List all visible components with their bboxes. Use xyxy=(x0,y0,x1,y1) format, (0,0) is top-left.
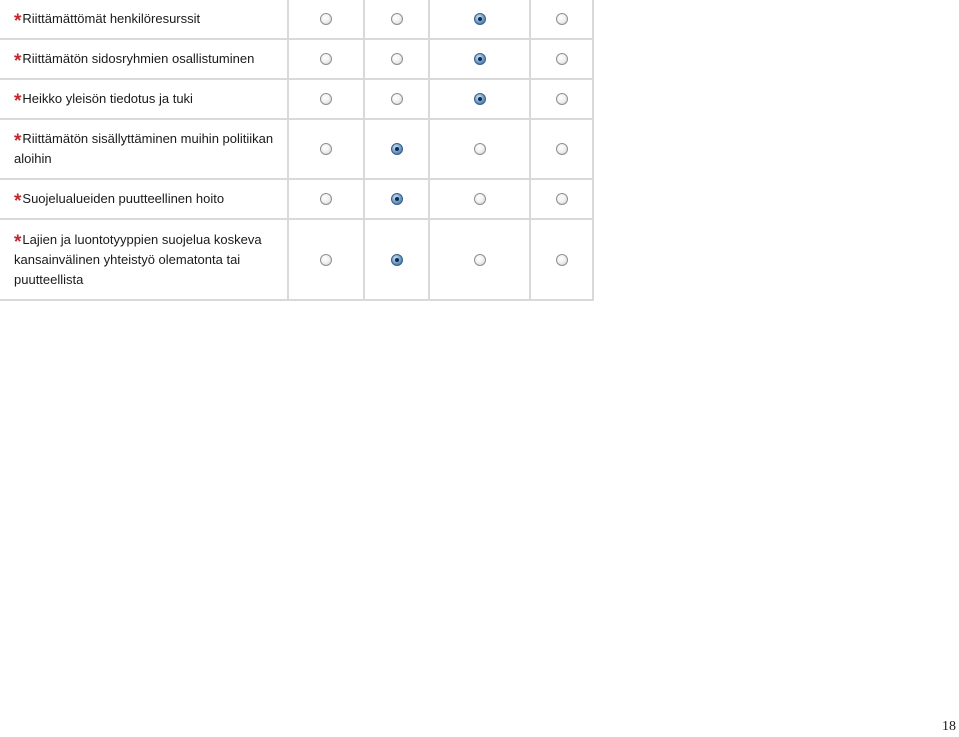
radio-button[interactable] xyxy=(391,13,403,25)
option-cell-2[interactable] xyxy=(365,0,430,38)
option-cell-2[interactable] xyxy=(365,180,430,218)
radio-button[interactable] xyxy=(391,93,403,105)
option-cell-2[interactable] xyxy=(365,120,430,178)
option-cell-4[interactable] xyxy=(531,40,594,78)
option-cell-4[interactable] xyxy=(531,120,594,178)
option-cell-2[interactable] xyxy=(365,220,430,299)
question-text: Riittämättömät henkilöresurssit xyxy=(22,11,201,26)
option-cell-3[interactable] xyxy=(430,80,531,118)
option-cell-3[interactable] xyxy=(430,220,531,299)
radio-button[interactable] xyxy=(320,254,332,266)
option-cell-4[interactable] xyxy=(531,180,594,218)
survey-matrix xyxy=(0,0,594,301)
required-marker: * xyxy=(14,131,22,152)
option-cell-1[interactable] xyxy=(289,180,365,218)
required-marker: * xyxy=(14,191,22,212)
question-row xyxy=(0,220,594,301)
required-marker: * xyxy=(14,51,22,72)
radio-button[interactable] xyxy=(474,143,486,155)
question-text: Suojelualueiden puutteellinen hoito xyxy=(22,191,225,206)
required-marker: * xyxy=(14,11,22,32)
option-cell-1[interactable] xyxy=(289,80,365,118)
radio-button[interactable] xyxy=(320,143,332,155)
question-text: Riittämätön sisällyttäminen muihin politiikan aloihin xyxy=(14,131,274,166)
option-cell-4[interactable] xyxy=(531,220,594,299)
question-label-cell xyxy=(0,220,289,299)
radio-button-selected[interactable] xyxy=(391,143,403,155)
radio-button[interactable] xyxy=(556,53,568,65)
radio-button[interactable] xyxy=(556,254,568,266)
radio-button[interactable] xyxy=(474,193,486,205)
question-row xyxy=(0,0,594,40)
radio-button[interactable] xyxy=(320,193,332,205)
radio-button-selected[interactable] xyxy=(474,53,486,65)
question-label-cell xyxy=(0,120,289,178)
option-cell-2[interactable] xyxy=(365,40,430,78)
radio-button[interactable] xyxy=(556,143,568,155)
question-text: Lajien ja luontotyyppien suojelua koskeva kansainvälinen yhteistyö olematonta tai puutteellista xyxy=(14,231,262,287)
question-text: Riittämätön sidosryhmien osallistuminen xyxy=(22,51,255,66)
question-row xyxy=(0,120,594,180)
question-row xyxy=(0,40,594,80)
option-cell-1[interactable] xyxy=(289,0,365,38)
required-marker: * xyxy=(14,231,22,253)
radio-button-selected[interactable] xyxy=(391,193,403,205)
radio-button[interactable] xyxy=(320,53,332,65)
radio-button[interactable] xyxy=(556,193,568,205)
radio-button[interactable] xyxy=(474,254,486,266)
question-label-cell xyxy=(0,40,289,78)
question-label-cell xyxy=(0,180,289,218)
option-cell-2[interactable] xyxy=(365,80,430,118)
radio-button-selected[interactable] xyxy=(474,93,486,105)
radio-button[interactable] xyxy=(320,13,332,25)
option-cell-4[interactable] xyxy=(531,80,594,118)
question-row xyxy=(0,180,594,220)
radio-button[interactable] xyxy=(320,93,332,105)
option-cell-1[interactable] xyxy=(289,220,365,299)
question-label-cell xyxy=(0,0,289,38)
radio-button-selected[interactable] xyxy=(391,254,403,266)
option-cell-3[interactable] xyxy=(430,180,531,218)
question-label-cell xyxy=(0,80,289,118)
option-cell-3[interactable] xyxy=(430,40,531,78)
option-cell-1[interactable] xyxy=(289,120,365,178)
option-cell-3[interactable] xyxy=(430,0,531,38)
option-cell-4[interactable] xyxy=(531,0,594,38)
question-text: Heikko yleisön tiedotus ja tuki xyxy=(22,91,193,106)
page-number: 18 xyxy=(942,719,956,734)
radio-button[interactable] xyxy=(391,53,403,65)
radio-button-selected[interactable] xyxy=(474,13,486,25)
radio-button[interactable] xyxy=(556,13,568,25)
radio-button[interactable] xyxy=(556,93,568,105)
option-cell-1[interactable] xyxy=(289,40,365,78)
option-cell-3[interactable] xyxy=(430,120,531,178)
question-row xyxy=(0,80,594,120)
required-marker: * xyxy=(14,91,22,112)
